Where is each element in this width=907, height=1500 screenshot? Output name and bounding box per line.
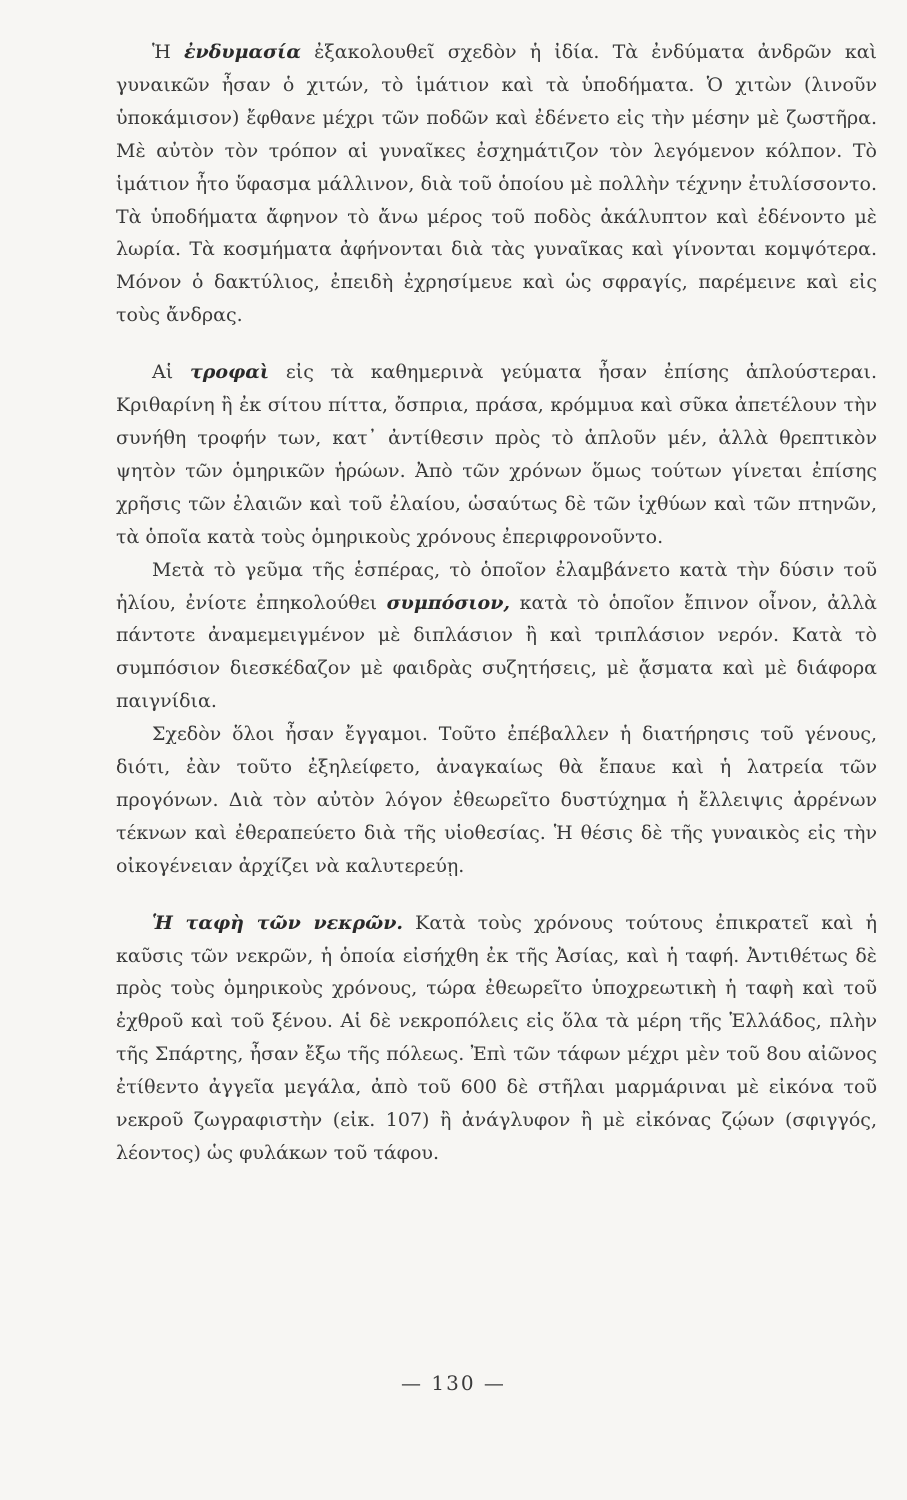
heading-term-clothing: ἐνδυμασία bbox=[184, 41, 301, 63]
paragraph-food bbox=[116, 356, 877, 553]
heading-term-burial: Ἡ ταφὴ τῶν νεκρῶν. bbox=[152, 911, 403, 934]
paragraph-text: κατὰ τὸ ὁποῖον ἔπινον οἶνον, ἀλλὰ πάντοτε ἀναμεμειγμένον μὲ διπλάσιον ἢ καὶ τριπλάσιον νερόν. Κατὰ τὸ συμπόσιον διεσκέδαζον μὲ φαιδρὰς συζητήσεις, μὲ ᾄσματα καὶ μὲ διάφορα παιγνίδια. bbox=[116, 591, 877, 713]
paragraph-burial bbox=[116, 907, 877, 1170]
paragraph-text: εἰς τὰ καθημερινὰ γεύματα ἦσαν ἐπίσης ἁπλούστεραι. Κριθαρίνη ἢ ἐκ σίτου πίττα, ὄσπρια, πράσα, κρόμμυα καὶ σῦκα ἀπετέλουν τὴν συνήθη τροφήν των, κατ᾽ ἀντίθεσιν πρὸς τὸ ἁπλοῦν μέν, ἀλλὰ θρεπτικὸν ψητὸν τῶν ὁμηρικῶν ἡρώων. Ἀπὸ τῶν χρόνων ὅμως τούτων γίνεται ἐπίσης χρῆσις τῶν ἐλαιῶν καὶ τοῦ ἐλαίου, ὡσαύτως δὲ τῶν ἰχθύων καὶ τῶν πτηνῶν, τὰ ὁποῖα κατὰ τοὺς ὁμηρικοὺς χρόνους ἐπεριφρονοῦντο. bbox=[116, 361, 877, 548]
paragraph-marriage bbox=[116, 718, 877, 883]
page-number: — 130 — bbox=[401, 1371, 506, 1395]
paragraph-symposium bbox=[116, 554, 877, 719]
heading-term-symposium: συμπόσιον, bbox=[386, 591, 511, 614]
paragraph-text: ἐξακολουθεῖ σχεδὸν ἡ ἰδία. Τὰ ἐνδύματα ἀνδρῶν καὶ γυναικῶν ἦσαν ὁ χιτών, τὸ ἱμάτιον καὶ τὰ ὑποδήματα. Ὁ χιτὼν (λινοῦν ὑποκάμισον) ἔφθανε μέχρι τῶν ποδῶν καὶ ἐδένετο εἰς τὴν μέσην μὲ ζωστῆρα. Μὲ αὐτὸν τὸν τρόπον αἱ γυναῖκες ἐσχημάτιζον τὸν λεγόμενον κόλπον. Τὸ ἱμάτιον ἦτο ὕφασμα μάλλινον, διὰ τοῦ ὁποίου μὲ πολλὴν τέχνην ἐτυλίσσοντο. Τὰ ὑποδήματα ἄφηνον τὸ ἄνω μέρος τοῦ ποδὸς ἀκάλυπτον καὶ ἐδένοντο μὲ λωρία. Τὰ κοσμήματα ἀφήνονται διὰ τὰς γυναῖκας καὶ γίνονται κομψότερα. Μόνον ὁ δακτύλιος, ἐπειδὴ ἐχρησίμευε καὶ ὡς σφραγίς, παρέμεινε καὶ εἰς τοὺς ἄνδρας. bbox=[116, 41, 877, 327]
paragraph-lead: Μετὰ τὸ γεῦμα τῆς ἑσπέρας, τὸ ὁποῖον ἐλαμβάνετο κατὰ τὴν δύσιν τοῦ ἡλίου, ἐνίοτε ἐπηκολούθει bbox=[116, 558, 877, 614]
paragraph-lead: Ἡ bbox=[152, 41, 184, 63]
heading-term-food: τροφαὶ bbox=[189, 361, 270, 384]
paragraph-text: Σχεδὸν ὅλοι ἦσαν ἔγγαμοι. Τοῦτο ἐπέβαλλεν ἡ διατήρησις τοῦ γένους, διότι, ἐὰν τοῦτο ἐξηλείφετο, ἀναγκαίως θὰ ἔπαυε καὶ ἡ λατρεία τῶν προγόνων. Διὰ τὸν αὐτὸν λόγον ἐθεωρεῖτο δυστύχημα ἡ ἔλλειψις ἀρρένων τέκνων καὶ ἐθεραπεύετο διὰ τῆς υἱοθεσίας. Ἡ θέσις δὲ τῆς γυναικὸς εἰς τὴν οἰκογένειαν ἀρχίζει νὰ καλυτερεύῃ. bbox=[116, 723, 877, 877]
paragraph-clothing bbox=[116, 36, 877, 332]
paragraph-lead: Αἱ bbox=[152, 361, 190, 384]
paragraph-text: Κατὰ τοὺς χρόνους τούτους ἐπικρατεῖ καὶ ἡ καῦσις τῶν νεκρῶν, ἡ ὁποία εἰσήχθη ἐκ τῆς Ἀσίας, καὶ ἡ ταφή. Ἀντιθέτως δὲ πρὸς τοὺς ὁμηρικοὺς χρόνους, τώρα ἐθεωρεῖτο ὑποχρεωτικὴ ἡ ταφὴ καὶ τοῦ ἐχθροῦ καὶ τοῦ ξένου. Αἱ δὲ νεκροπόλεις εἰς ὅλα τὰ μέρη τῆς Ἑλλάδος, πλὴν τῆς Σπάρτης, ἦσαν ἔξω τῆς πόλεως. Ἐπὶ τῶν τάφων μέχρι μὲν τοῦ 8ου αἰῶνος ἐτίθεντο ἀγγεῖα μεγάλα, ἀπὸ τοῦ 600 δὲ στῆλαι μαρμάριναι μὲ εἰκόνα τοῦ νεκροῦ ζωγραφιστὴν (εἰκ. 107) ἢ ἀνάγλυφον ἢ μὲ εἰκόνας ζῴων (σφιγγός, λέοντος) ὡς φυλάκων τοῦ τάφου. bbox=[116, 911, 877, 1164]
